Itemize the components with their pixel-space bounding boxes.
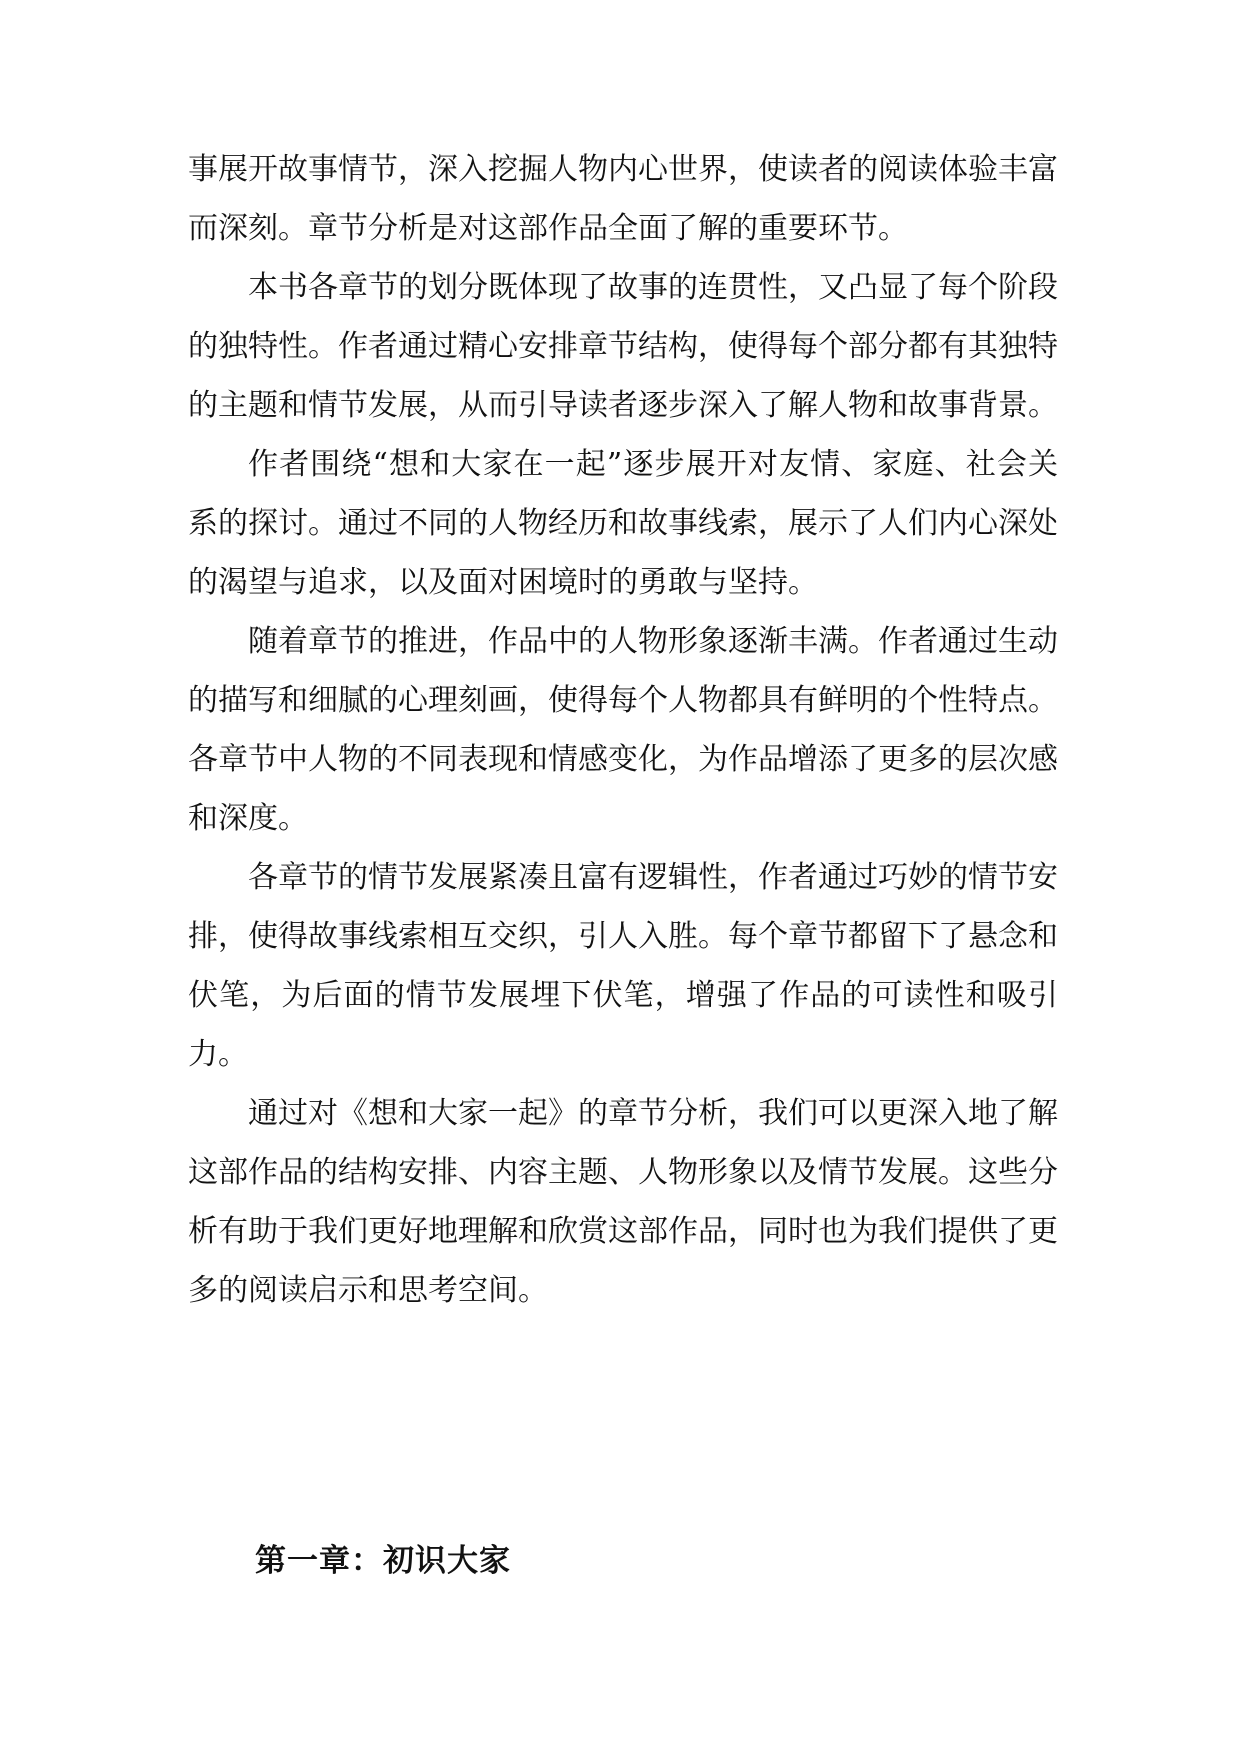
paragraph-theme: 作者围绕“想和大家在一起”逐步展开对友情、家庭、社会关系的探讨。通过不同的人物经历和故事线索，展示了人们内心深处的渴望与追求，以及面对困境时的勇敢与坚持。 (188, 447, 1058, 600)
chapter-heading: 第一章：初识大家 (255, 1543, 511, 1579)
paragraph-summary: 通过对《想和大家一起》的章节分析，我们可以更深入地了解这部作品的结构安排、内容主题、人物形象以及情节发展。这些分析有助于我们更好地理解和欣赏这部作品，同时也为我们提供了更多的阅读启示和思考空间。 (188, 1096, 1058, 1308)
paragraph-characters: 随着章节的推进，作品中的人物形象逐渐丰满。作者通过生动的描写和细腻的心理刻画，使得每个人物都具有鲜明的个性特点。各章节中人物的不同表现和情感变化，为作品增添了更多的层次感和深度。 (188, 624, 1058, 836)
paragraph-plot: 各章节的情节发展紧凑且富有逻辑性，作者通过巧妙的情节安排，使得故事线索相互交织，引人入胜。每个章节都留下了悬念和伏笔，为后面的情节发展埋下伏笔，增强了作品的可读性和吸引力。 (188, 860, 1058, 1072)
body-text (188, 140, 1058, 1320)
paragraph-chapter-division: 本书各章节的划分既体现了故事的连贯性，又凸显了每个阶段的独特性。作者通过精心安排章节结构，使得每个部分都有其独特的主题和情节发展，从而引导读者逐步深入了解人物和故事背景。 (188, 270, 1058, 423)
paragraph-continued: 事展开故事情节，深入挖掘人物内心世界，使读者的阅读体验丰富而深刻。章节分析是对这部作品全面了解的重要环节。 (188, 152, 1058, 246)
